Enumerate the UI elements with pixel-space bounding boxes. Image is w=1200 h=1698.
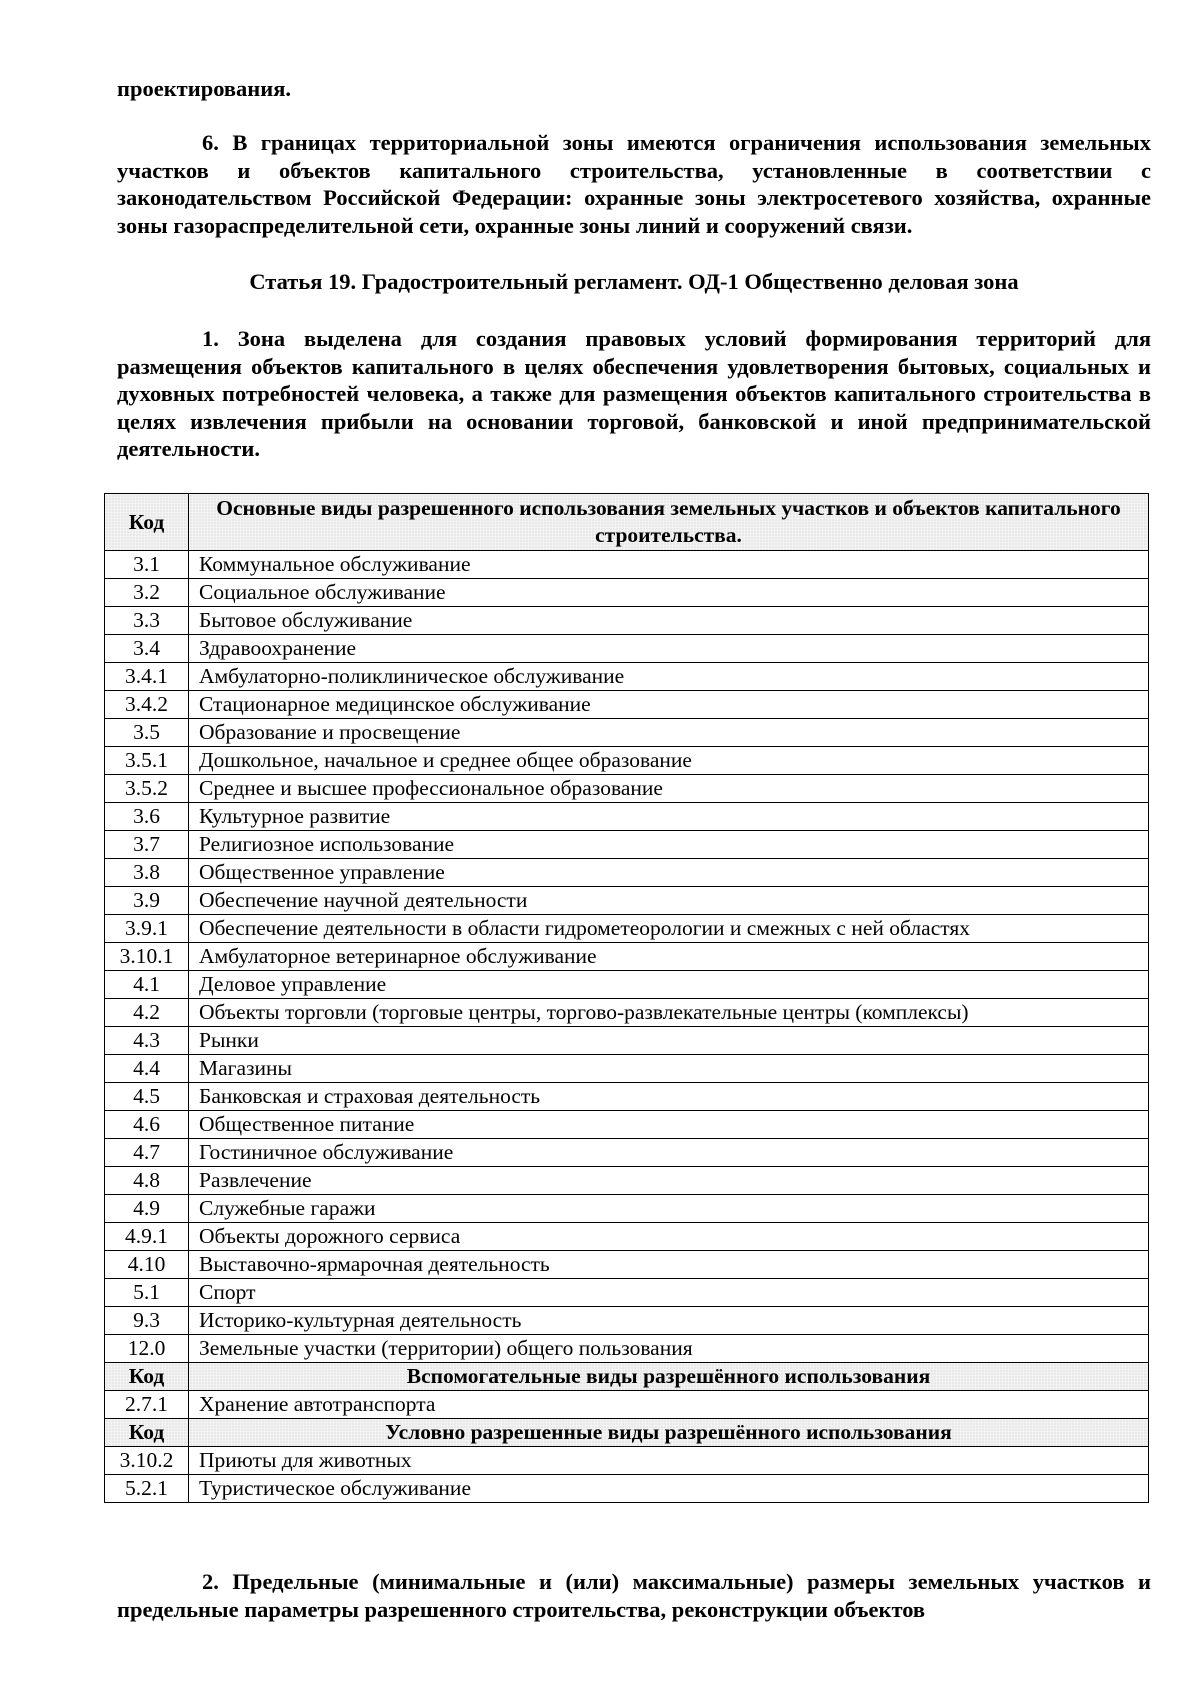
row-code: 4.7 [105, 1139, 189, 1167]
row-code: 5.2.1 [105, 1475, 189, 1503]
table-row [105, 803, 1149, 831]
table-row [105, 719, 1149, 747]
row-code: 2.7.1 [105, 1391, 189, 1419]
article-title: Статья 19. Градостроительный регламент. ОД-1 Общественно деловая зона [249, 269, 1019, 294]
row-use-name: Рынки [189, 1027, 1149, 1055]
table-row [105, 887, 1149, 915]
row-use-name: Деловое управление [189, 971, 1149, 999]
table-row [105, 747, 1149, 775]
code-column-header: Код [105, 494, 189, 551]
row-code: 3.9 [105, 887, 189, 915]
row-use-name: Стационарное медицинское обслуживание [189, 691, 1149, 719]
row-code: 4.9.1 [105, 1223, 189, 1251]
row-use-name: Гостиничное обслуживание [189, 1139, 1149, 1167]
row-use-name: Историко-культурная деятельность [189, 1307, 1149, 1335]
row-use-name: Социальное обслуживание [189, 579, 1149, 607]
row-code: 3.4 [105, 635, 189, 663]
row-code: 3.5 [105, 719, 189, 747]
code-column-header: Код [105, 1363, 189, 1391]
table-row [105, 1055, 1149, 1083]
table-row [105, 1279, 1149, 1307]
permitted-uses-table [104, 493, 1149, 1503]
row-code: 4.1 [105, 971, 189, 999]
table-row [105, 1223, 1149, 1251]
row-code: 3.2 [105, 579, 189, 607]
auxiliary-uses-header-row [105, 1363, 1149, 1391]
table-row [105, 635, 1149, 663]
row-use-name: Приюты для животных [189, 1447, 1149, 1475]
row-use-name: Дошкольное, начальное и среднее общее образование [189, 747, 1149, 775]
table-row [105, 943, 1149, 971]
row-code: 3.5.2 [105, 775, 189, 803]
row-code: 3.1 [105, 551, 189, 579]
table-row [105, 1251, 1149, 1279]
table-row [105, 971, 1149, 999]
conditional-uses-header-row [105, 1419, 1149, 1447]
row-code: 4.5 [105, 1083, 189, 1111]
row-code: 3.4.2 [105, 691, 189, 719]
table-row [105, 1139, 1149, 1167]
row-code: 3.8 [105, 859, 189, 887]
paragraph-1: 1. Зона выделена для создания правовых условий формирования территорий для размещения объектов капитального в целях обеспечения удовлетворения бытовых, социальных и духовных потребностей человека, а также для размещения объектов капитального строительства в целях извлечения прибыли на основании торговой, банковской и иной предпринимательской деятельности. [117, 326, 1151, 461]
row-code: 3.3 [105, 607, 189, 635]
row-use-name: Объекты торговли (торговые центры, торгово-развлекательные центры (комплексы) [189, 999, 1149, 1027]
row-code: 4.6 [105, 1111, 189, 1139]
table-row [105, 1307, 1149, 1335]
table-row [105, 859, 1149, 887]
table-row [105, 1195, 1149, 1223]
paragraph-6: 6. В границах территориальной зоны имеются ограничения использования земельных участков и объектов капитального строительства, установленные в соответствии с законодательством Российской Федерации: охранные зоны электросетевого хозяйства, охранные зоны газораспределительной сети, охранные зоны линий и сооружений связи. [117, 130, 1151, 238]
conditional-uses-column-header: Условно разрешенные виды разрешённого использования [189, 1419, 1149, 1447]
row-use-name: Амбулаторное ветеринарное обслуживание [189, 943, 1149, 971]
row-use-name: Обеспечение научной деятельности [189, 887, 1149, 915]
main-uses-header-row [105, 494, 1149, 551]
table-row [105, 1391, 1149, 1419]
table-row [105, 831, 1149, 859]
row-code: 3.10.2 [105, 1447, 189, 1475]
row-code: 4.8 [105, 1167, 189, 1195]
main-uses-header-text: Основные виды разрешенного использования земельных участков и объектов капитального строительства. [216, 496, 1121, 547]
table-row [105, 1475, 1149, 1503]
row-use-name: Среднее и высшее профессиональное образование [189, 775, 1149, 803]
row-code: 4.2 [105, 999, 189, 1027]
row-use-name: Выставочно-ярмарочная деятельность [189, 1251, 1149, 1279]
table-row [105, 1083, 1149, 1111]
row-use-name: Магазины [189, 1055, 1149, 1083]
row-code: 5.1 [105, 1279, 189, 1307]
table-row [105, 691, 1149, 719]
table-row [105, 1167, 1149, 1195]
row-code: 3.10.1 [105, 943, 189, 971]
table-row [105, 607, 1149, 635]
row-code: 3.7 [105, 831, 189, 859]
table-row [105, 915, 1149, 943]
table-row [105, 1111, 1149, 1139]
row-use-name: Здравоохранение [189, 635, 1149, 663]
row-use-name: Спорт [189, 1279, 1149, 1307]
row-use-name: Культурное развитие [189, 803, 1149, 831]
row-use-name: Коммунальное обслуживание [189, 551, 1149, 579]
row-use-name: Амбулаторно-поликлиническое обслуживание [189, 663, 1149, 691]
row-use-name: Образование и просвещение [189, 719, 1149, 747]
row-use-name: Банковская и страховая деятельность [189, 1083, 1149, 1111]
row-use-name: Общественное питание [189, 1111, 1149, 1139]
row-use-name: Бытовое обслуживание [189, 607, 1149, 635]
main-uses-column-header [189, 494, 1149, 551]
table-row [105, 579, 1149, 607]
row-code: 3.9.1 [105, 915, 189, 943]
row-code: 9.3 [105, 1307, 189, 1335]
row-use-name: Служебные гаражи [189, 1195, 1149, 1223]
row-code: 4.4 [105, 1055, 189, 1083]
row-code: 12.0 [105, 1335, 189, 1363]
row-code: 4.9 [105, 1195, 189, 1223]
row-use-name: Туристическое обслуживание [189, 1475, 1149, 1503]
table-row [105, 999, 1149, 1027]
table-row [105, 551, 1149, 579]
row-code: 3.6 [105, 803, 189, 831]
paragraph-2: 2. Предельные (минимальные и (или) максимальные) размеры земельных участков и предельные параметры разрешенного строительства, реконструкции объектов [117, 1569, 1151, 1622]
table-row [105, 1447, 1149, 1475]
row-use-name: Обеспечение деятельности в области гидрометеорологии и смежных с ней областях [189, 915, 1149, 943]
row-code: 4.10 [105, 1251, 189, 1279]
row-use-name: Религиозное использование [189, 831, 1149, 859]
row-use-name: Объекты дорожного сервиса [189, 1223, 1149, 1251]
row-use-name: Развлечение [189, 1167, 1149, 1195]
code-column-header: Код [105, 1419, 189, 1447]
table-row [105, 1335, 1149, 1363]
row-code: 3.4.1 [105, 663, 189, 691]
row-use-name: Общественное управление [189, 859, 1149, 887]
intro-line: проектирования. [117, 76, 292, 101]
table-row [105, 663, 1149, 691]
auxiliary-uses-column-header: Вспомогательные виды разрешённого использования [189, 1363, 1149, 1391]
row-use-name: Хранение автотранспорта [189, 1391, 1149, 1419]
row-use-name: Земельные участки (территории) общего пользования [189, 1335, 1149, 1363]
table-row [105, 1027, 1149, 1055]
row-code: 4.3 [105, 1027, 189, 1055]
row-code: 3.5.1 [105, 747, 189, 775]
table-row [105, 775, 1149, 803]
